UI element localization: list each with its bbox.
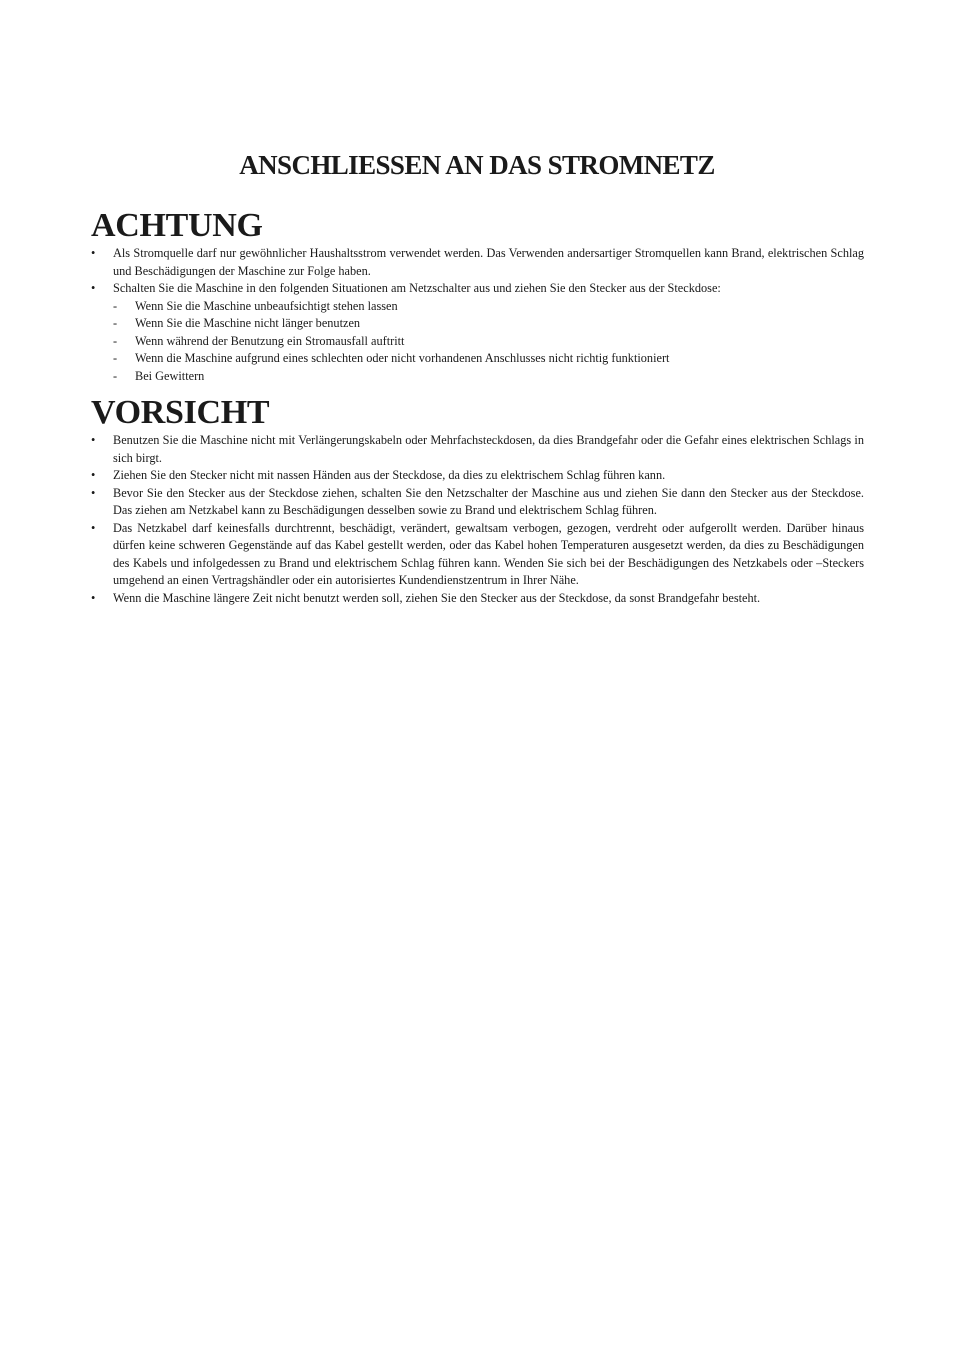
list-item: • Das Netzkabel darf keinesfalls durchtrennt, beschädigt, verändert, gewaltsam verbogen, gezogen, verdreht oder aufgerollt werden. Darüber hinaus dürfen keine schweren Gegenstände auf das Kabel gestellt werden, oder das Kabel hohen Temperaturen ausgesetzt werden, da dies zu Beschädigungen des Kabels und infolgedessen zu Brand und elektrischem Schlag führen kann. Wenden Sie sich bei der Beschädigungen des Netzkabels oder –Steckers umgehend an einen Vertragshändler oder ein autorisiertes Kundendienstzentrum in Ihrer Nähe. xyxy=(91,520,864,590)
sublist-item: - Wenn Sie die Maschine nicht länger benutzen xyxy=(113,315,864,333)
list-item: • Wenn die Maschine längere Zeit nicht benutzt werden soll, ziehen Sie den Stecker aus der Steckdose, da sonst Brandgefahr besteht. xyxy=(91,590,864,608)
list-item: • Ziehen Sie den Stecker nicht mit nassen Händen aus der Steckdose, da dies zu elektrischem Schlag führen kann. xyxy=(91,467,864,485)
vorsicht-section xyxy=(91,393,864,607)
list-item xyxy=(91,280,864,385)
list-item-text: Schalten Sie die Maschine in den folgenden Situationen am Netzschalter aus und ziehen Sie den Stecker aus der Steckdose: xyxy=(113,281,721,295)
page-title: ANSCHLIESSEN AN DAS STROMNETZ xyxy=(239,150,715,180)
vorsicht-heading: VORSICHT xyxy=(91,394,270,431)
list-item: • Bevor Sie den Stecker aus der Steckdose ziehen, schalten Sie den Netzschalter der Maschine aus und ziehen Sie dann den Stecker aus der Steckdose. Das ziehen am Netzkabel kann zu Beschädigungen desselben sowie zu Brand und elektrischem Schlag führen. xyxy=(91,485,864,520)
sublist-item: - Wenn Sie die Maschine unbeaufsichtigt stehen lassen xyxy=(113,298,864,316)
sublist-item: - Wenn die Maschine aufgrund eines schlechten oder nicht vorhandenen Anschlusses nicht richtig funktioniert xyxy=(113,350,864,368)
sublist-item: - Bei Gewittern xyxy=(113,368,864,386)
list-item: • Benutzen Sie die Maschine nicht mit Verlängerungskabeln oder Mehrfachsteckdosen, da dies Brandgefahr oder die Gefahr eines elektrischen Schlags in sich birgt. xyxy=(91,432,864,467)
achtung-heading: ACHTUNG xyxy=(91,207,263,244)
situation-sublist xyxy=(113,298,864,386)
list-item xyxy=(91,245,864,280)
vorsicht-list xyxy=(91,432,864,607)
sublist-item: - Wenn während der Benutzung ein Stromausfall auftritt xyxy=(113,333,864,351)
achtung-list xyxy=(91,245,864,385)
achtung-section xyxy=(91,206,864,385)
list-item-text: Als Stromquelle darf nur gewöhnlicher Haushaltsstrom verwendet werden. Das Verwenden andersartiger Stromquellen kann Brand, elektrischen Schlag und Beschädigungen der Maschine zur Folge haben. xyxy=(113,246,864,278)
